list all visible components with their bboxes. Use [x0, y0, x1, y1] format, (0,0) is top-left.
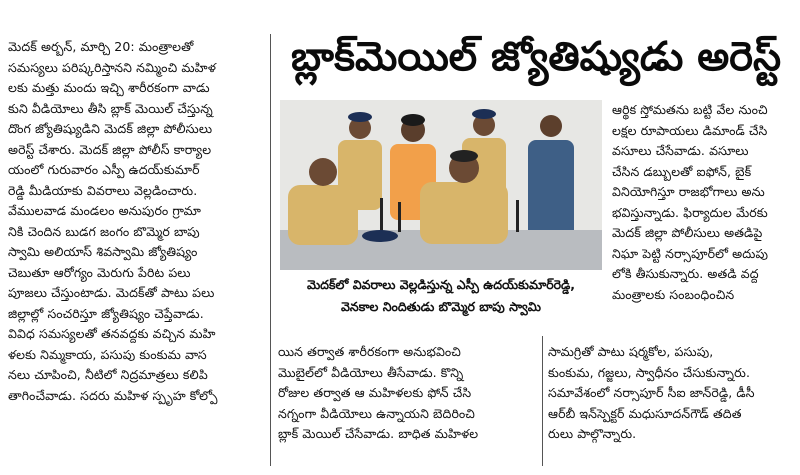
right-column-bottom — [548, 342, 796, 445]
headline: బ్లాక్‌మెయిల్ జ్యోతిష్యుడు అరెస్ట్ — [290, 34, 782, 80]
text-line: లకు మత్తు మందు ఇచ్చి శారీరకంగా వాడు — [8, 80, 210, 95]
text-line: ఆర్‌బీ ఇన్‌స్పెక్టర్ మధుసూదన్‌గౌడ్ తదిత — [548, 405, 742, 421]
text-line: పూజలు చేస్తుంటాడు. మెదక్‌తో పాటు పలు — [8, 285, 215, 300]
text-line: కుని వీడియోలు తీసి బ్లాక్ మెయిల్ చేస్తున్న — [8, 100, 213, 116]
column-divider — [270, 34, 271, 466]
text-line: ళలకు నిమ్మకాయ, పసుపు కుంకుమ వాస — [8, 346, 207, 362]
text-line: మొబైల్‌లో వీడియోలు తీసేవాడు. కొన్ని — [278, 364, 464, 380]
caption-line: మెదక్‌లో వివరాలు వెల్లడిస్తున్న ఎస్పీ ఉదయ్‌కుమార్‌రెడ్డి, — [306, 277, 576, 292]
text-line: కుంకుమ, గజ్జలు, స్వాధీనం చేసుకున్నారు. — [548, 364, 751, 380]
text-line: నిఘా పెట్టి నర్సాపూర్‌లో అదుపు — [612, 245, 769, 261]
column-divider — [542, 336, 543, 466]
text-line: లోకి తీసుకున్నారు. అతడి వద్ద — [612, 266, 759, 281]
text-line: చేసిన డబ్బులతో ఐఫోన్, బైక్ — [612, 163, 752, 179]
text-line: వినియోగిస్తూ రాజభోగాలు అను — [612, 184, 765, 199]
text-line: యిన తర్వాత శారీరకంగా అనుభవించి — [278, 344, 461, 359]
text-line: భవిస్తున్నాడు. ఫిర్యాదుల మేరకు — [612, 204, 768, 220]
text-line: దొంగ జ్యోతిష్యుడిని మెదక్ జిల్లా పోలీసులు — [8, 121, 213, 136]
caption-line: వెనకాల నిందితుడు బొమ్మెర బాపు స్వామి — [341, 299, 541, 314]
middle-column — [278, 342, 540, 445]
text-line: సమస్యలు పరిష్కరిస్తానని నమ్మించి మహిళ — [8, 59, 216, 75]
text-line: రులు పాల్గొన్నారు. — [548, 426, 637, 441]
text-line: స్వామి అలియాస్ శివస్వామి జ్యోతిష్యం — [8, 244, 198, 259]
text-line: సమావేశంలో నర్సాపూర్ సీఐ జాన్‌రెడ్డి, డీసీ — [548, 385, 755, 400]
press-meet-photo — [280, 100, 602, 270]
photo-caption — [262, 274, 620, 322]
text-line: వేములవాడ మండలం అనుపురం గ్రామా — [8, 203, 201, 218]
text-line: సామగ్రితో పాటు షర్మకోల, పసుపు, — [548, 344, 714, 359]
text-line: వివిధ సమస్యలతో తనవద్దకు వచ్చిన మహి — [8, 326, 216, 341]
text-line: వసూలు చేసేవాడు. వసూలు — [612, 143, 749, 158]
text-line: చెబుతూ ఆరోగ్యం మెరుగు పేరిట పలు — [8, 264, 191, 280]
text-line: లక్షల రూపాయలు డిమాండ్ చేసి — [612, 122, 768, 138]
text-line: అరెస్ట్ చేశారు. మెదక్ జిల్లా పోలీస్ కార్యాల — [8, 141, 212, 157]
text-line: నలు చూపించి, నీటిలో నిద్రమాత్రలు కలిపి — [8, 367, 208, 382]
text-line: జిల్లాల్లో సంచరిస్తూ జ్యోతిష్యం చెప్తేవాడు. — [8, 305, 204, 321]
text-line: రెడ్డి మీడియాకు వివరాలు వెల్లడించారు. — [8, 182, 198, 198]
right-column-top — [612, 100, 794, 305]
text-line: రోజుల తర్వాత ఆ మహిళలకు ఫోన్ చేసి — [278, 385, 472, 400]
text-line: మెదక్ అర్బన్, మార్చి 20: మంత్రాలతో — [8, 39, 194, 54]
text-line: నగ్నంగా వీడియోలు ఉన్నాయని బెదిరించి — [278, 405, 475, 421]
text-line: నికి చెందిన బుడగ జంగం బొమ్మెర బాపు — [8, 223, 200, 239]
text-line: ఆర్థిక స్తోమతను బట్టి వేల నుంచి — [612, 102, 768, 117]
left-column — [8, 37, 264, 406]
text-line: యంలో గురువారం ఎస్పీ ఉదయ్‌కుమార్ — [8, 162, 200, 177]
text-line: బ్లాక్ మెయిల్ చేసేవాడు. బాధిత మహిళల — [278, 426, 479, 441]
text-line: తాగించేవాడు. సదరు మహిళ స్పృహ కోల్పో — [8, 387, 218, 403]
text-line: మెదక్ జిల్లా పోలీసులు అతడిపై — [612, 225, 763, 240]
text-line: మంత్రాలకు సంబంధించిన — [612, 286, 735, 302]
